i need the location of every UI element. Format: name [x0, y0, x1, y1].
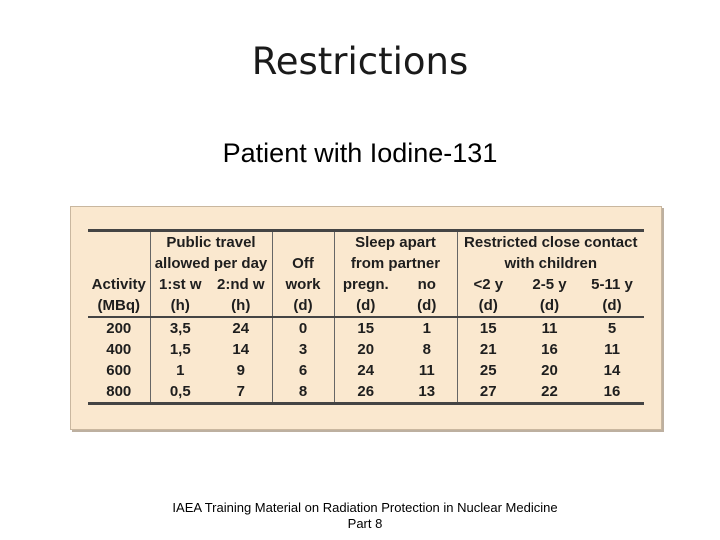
header-pregn: pregn.: [334, 274, 397, 295]
table-row: [88, 360, 644, 381]
header-week1: 1:st w: [150, 274, 210, 295]
table-cell: 3,5: [150, 317, 210, 339]
table-cell: 16: [541, 340, 558, 358]
footer-line: IAEA Training Material on Radiation Protection in Nuclear Medicine: [172, 500, 558, 515]
table-cell: 14: [603, 361, 621, 379]
header-sleep-apart: Sleep apart: [334, 231, 457, 254]
table-cell: 21: [457, 339, 519, 360]
table-cell: 1: [397, 317, 457, 339]
header-unit: (d): [397, 295, 457, 317]
table-cell: 14: [232, 340, 250, 358]
table-row: [88, 339, 644, 360]
table-cell: 27: [457, 381, 519, 404]
header-with-children: with children: [457, 253, 644, 274]
table-cell: 200: [88, 317, 150, 339]
table-cell: 6: [272, 360, 334, 381]
header-unit: (d): [580, 295, 644, 317]
slide-title: Restrictions: [251, 40, 469, 83]
header-week2: 2:nd w: [217, 275, 265, 293]
header-unit: (d): [519, 295, 580, 317]
table-cell: 15: [457, 317, 519, 339]
table-cell: 11: [418, 361, 435, 379]
header-work: work: [272, 274, 334, 295]
header-no: no: [417, 275, 436, 293]
table-cell: 7: [210, 381, 272, 404]
table-cell: 11: [519, 317, 580, 339]
header-activity: Activity: [91, 275, 146, 293]
table-cell: 22: [519, 381, 580, 404]
header-public-travel: Public travel: [150, 231, 272, 254]
table-cell: 5: [580, 317, 644, 339]
table-cell: 24: [210, 317, 272, 339]
table-cell: 26: [334, 381, 397, 404]
table-cell: 400: [106, 340, 132, 358]
table-cell: 8: [272, 381, 334, 404]
header-activity-unit: (MBq): [88, 295, 150, 317]
header-unit: (h): [150, 295, 210, 317]
header-off: Off: [272, 253, 334, 274]
header-unit: (d): [272, 295, 334, 317]
table-cell: 600: [106, 361, 132, 379]
table-cell: 8: [422, 340, 431, 358]
header-from-partner: from partner: [334, 253, 457, 274]
table-cell: 9: [236, 361, 245, 379]
footer-line: Part 8: [347, 516, 383, 531]
header-unit: (d): [457, 295, 519, 317]
table-cell: 0: [272, 317, 334, 339]
header-2-5: 2-5 y: [532, 275, 567, 293]
table-cell: 20: [541, 361, 558, 379]
slide-subtitle: Patient with Iodine-131: [222, 138, 498, 168]
header-cell: [88, 253, 150, 274]
header-unit: (d): [334, 295, 397, 317]
header-allowed-per-day: allowed per day: [150, 253, 272, 274]
table-cell: 15: [334, 317, 397, 339]
table-cell: 25: [457, 360, 519, 381]
table-row: [88, 381, 644, 404]
header-unit: (h): [210, 295, 272, 317]
table-cell: 24: [334, 360, 397, 381]
table-cell: 1: [150, 360, 210, 381]
table-cell: 3: [272, 339, 334, 360]
table-cell: 16: [580, 381, 644, 404]
slide-footer: [0, 500, 720, 532]
table-panel: [70, 206, 662, 430]
restrictions-table: [88, 229, 644, 405]
table-cell: 13: [397, 381, 457, 404]
header-restricted-contact: Restricted close contact: [457, 231, 644, 254]
table-row: [88, 317, 644, 339]
header-cell: [272, 231, 334, 254]
header-5-11: 5-11 y: [591, 275, 633, 293]
table-cell: 1,5: [150, 339, 210, 360]
table-cell: 0,5: [150, 381, 210, 404]
table-cell: 800: [88, 381, 150, 404]
table-cell: 20: [334, 339, 397, 360]
table-cell: 11: [604, 340, 620, 358]
header-cell: [88, 231, 150, 254]
header-lt2: <2 y: [457, 274, 519, 295]
